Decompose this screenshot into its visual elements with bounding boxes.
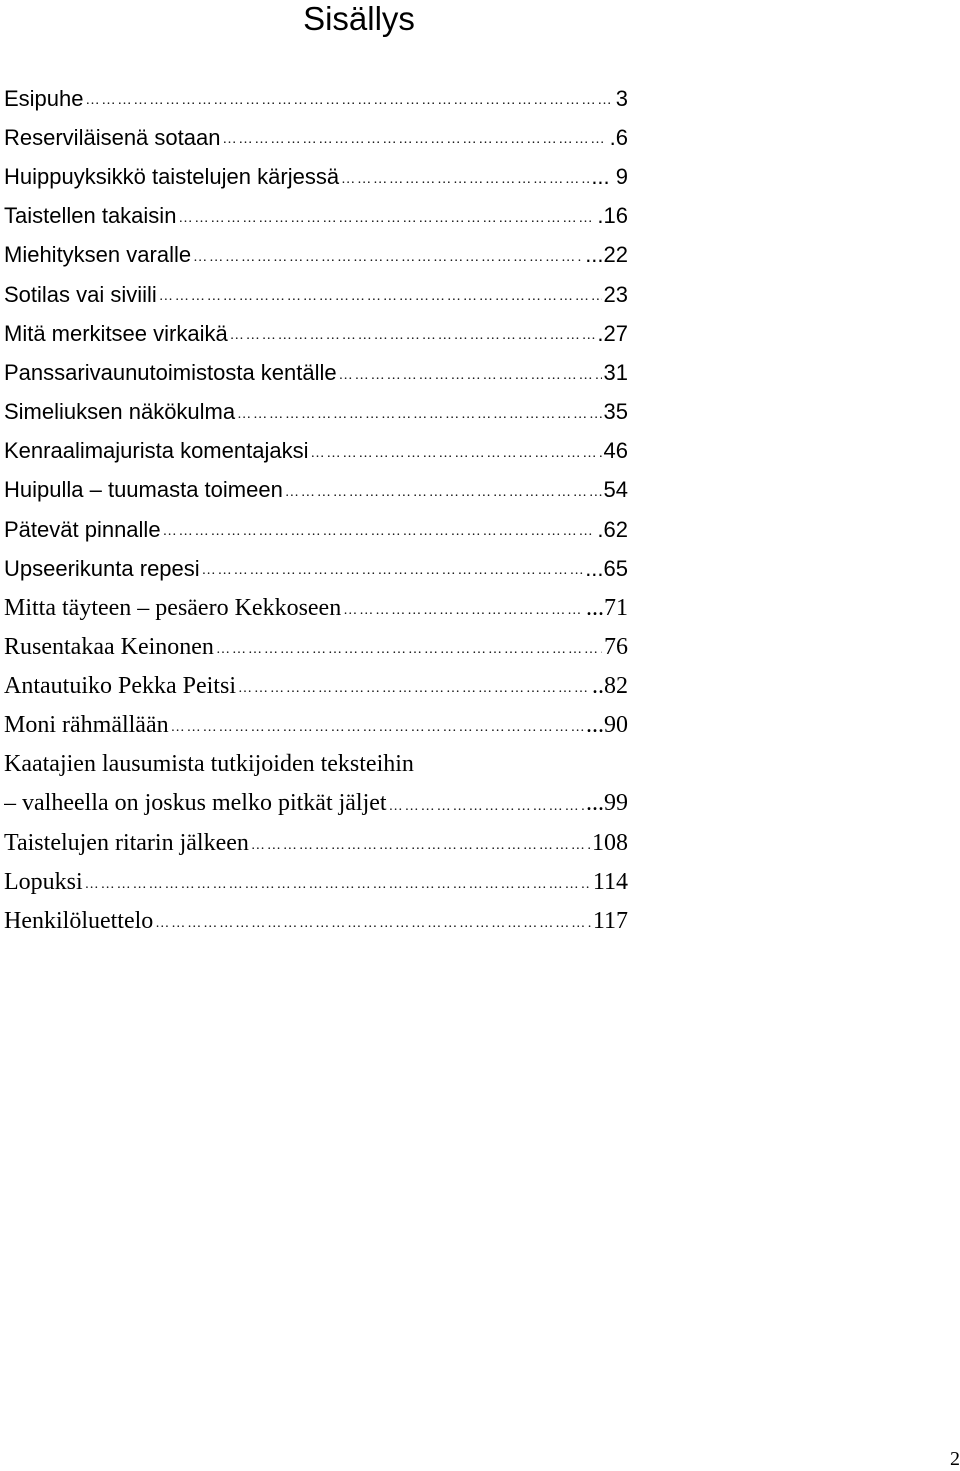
toc-entry-page: ...71 [586,594,628,621]
toc-entry [4,157,628,196]
toc-entry-title: Mitta täyteen – pesäero Kekkoseen [4,594,342,621]
toc-entry [4,628,628,667]
toc-entry-page: 117 [592,908,628,935]
toc-entry [4,393,628,432]
toc-entry-title: Simeliuksen näkökulma [4,399,236,425]
toc-entry-title: Miehityksen varalle [4,242,192,268]
toc-entry-page: ..82 [592,672,628,699]
toc-entry-page: 31 [603,359,628,385]
toc-entry [4,902,628,941]
table-of-contents [4,79,628,941]
toc-entry [4,667,628,706]
toc-dot-leader [238,682,590,706]
toc-entry-title: Pätevät pinnalle [4,516,161,542]
toc-entry-page: ...99 [586,790,628,817]
toc-entry [4,471,628,510]
toc-dot-leader [389,800,584,824]
toc-entry-title: Kaatajien lausumista tutkijoiden teksteihin [4,751,414,778]
toc-entry-page: .16 [597,203,628,229]
toc-entry [4,118,628,157]
toc-entry-page: .62 [597,516,628,542]
toc-entry-page: 35 [603,399,628,425]
toc-entry-title: Esipuhe [4,85,84,111]
toc-entry-title: Reserviläisenä sotaan [4,124,221,150]
toc-dot-leader [310,447,601,471]
toc-dot-leader [163,525,596,549]
toc-entry-page: 46 [603,438,628,464]
toc-entry-title: Rusentakaa Keinonen [4,633,214,660]
toc-entry [4,510,628,549]
page-title: Sisällys [303,0,415,37]
toc-dot-leader [86,94,614,118]
toc-entry-page: ...22 [585,242,628,268]
toc-entry-page: ...90 [586,712,628,739]
toc-entry [4,353,628,392]
toc-entry [4,588,628,627]
toc-entry-page: 3 [615,85,628,111]
toc-dot-leader [171,721,584,745]
toc-entry-title: Mitä merkitsee virkaikä [4,320,228,346]
toc-dot-leader [202,564,584,588]
toc-entry [4,549,628,588]
toc-entry [4,275,628,314]
toc-entry-page: 114 [592,868,628,895]
toc-dot-leader [216,643,602,667]
page-number: 2 [950,1448,960,1470]
toc-entry [4,236,628,275]
toc-entry-title: Panssarivaunutoimistosta kentälle [4,359,337,385]
toc-entry-title: Henkilöluettelo [4,908,154,935]
toc-entry-title: Huipulla – tuumasta toimeen [4,477,283,503]
toc-entry [4,432,628,471]
toc-entry-page: 108 [592,829,628,856]
toc-entry [4,314,628,353]
toc-entry-title: Huippuyksikkö taistelujen kärjessä [4,163,340,189]
toc-entry-title: – valheella on joskus melko pitkät jäljet [4,790,387,817]
toc-entry-title: Antautuiko Pekka Peitsi [4,672,236,699]
toc-dot-leader [222,133,607,157]
toc-entry-title: Taistellen takaisin [4,203,177,229]
toc-entry-title: Moni rähmällään [4,712,169,739]
toc-dot-leader [230,329,596,353]
toc-entry [4,706,628,745]
toc-dot-leader [343,604,584,628]
toc-entry-title: Upseerikunta repesi [4,555,200,581]
toc-dot-leader [237,408,601,432]
toc-dot-leader [85,878,591,902]
toc-dot-leader [251,839,590,863]
toc-dot-leader [159,290,602,314]
toc-entry [4,197,628,236]
toc-entry [4,863,628,902]
toc-dot-leader [339,369,602,393]
toc-entry-page: ... 9 [591,163,628,189]
toc-entry [4,784,628,823]
toc-entry-page: 23 [603,281,628,307]
toc-dot-leader [341,173,589,197]
toc-dot-leader [285,486,602,510]
toc-entry-title: Lopuksi [4,868,83,895]
toc-entry [4,824,628,863]
toc-dot-leader [178,212,595,236]
toc-dot-leader [193,251,583,275]
toc-entry-title: Sotilas vai siviili [4,281,157,307]
toc-dot-leader [155,917,591,941]
toc-entry [4,745,628,784]
toc-entry-page: 54 [603,477,628,503]
toc-entry-page: .27 [597,320,628,346]
toc-entry-title: Taistelujen ritarin jälkeen [4,829,249,856]
toc-entry [4,79,628,118]
toc-entry-page: .6 [609,124,628,150]
toc-entry-page: 76 [604,633,628,660]
toc-entry-page: ...65 [585,555,628,581]
toc-entry-title: Kenraalimajurista komentajaksi [4,438,309,464]
